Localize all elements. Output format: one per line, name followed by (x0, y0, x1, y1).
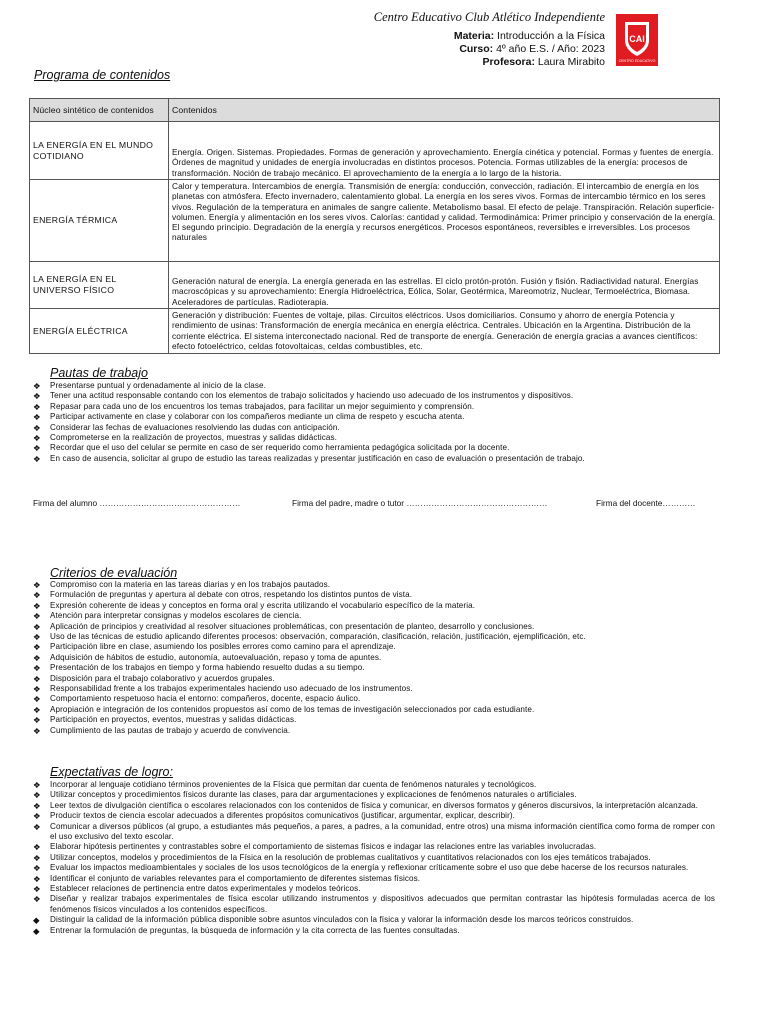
list-item: ❖ Atención para interpretar consignas y modelos escolares de ciencia. (33, 611, 302, 622)
row-contenidos: Calor y temperatura. Intercambios de energía. Transmisión de energía: conducción, convección, radiación. El intercambio de energía en los planetas con atmósfera. Efecto invernadero, calentamiento global. La energía en los seres vivos. Formas de intercambio térmico en los seres vivos. Regulación de la temperatura en animales de sangre caliente. Metabolismo basal. El efecto de pelaje. Transpiración. Relación superficie- volumen. Energía y alimentación en los seres vivos. Calorías: cantidad y calidad. Termodinámica: Primer principio y conservación de la energía. El segundo principio. Degradación de la energía y recursos energéticos. Procesos espontáneos, reversibles e irreversibles. Los procesos naturales (169, 180, 720, 262)
list-item: ❖ Presentación de los trabajos en tiempo y forma habiendo resuelto dudas a su tiempo. (33, 663, 365, 674)
list-item: ❖ Tener una actitud responsable contando con los elementos de trabajo solicitados y haciendo uso adecuado de los instrumentos y dispositivos. (33, 391, 574, 402)
list-item: ❖ Producir textos de ciencia escolar adecuados a diferentes propósitos comunicativos (justificar, argumentar, explicar, describir). (33, 811, 516, 822)
expectativas-title: Expectativas de logro: (50, 765, 173, 779)
list-item: ❖ Cumplimiento de las pautas de trabajo y acuerdo de convivencia. (33, 725, 291, 736)
list-item: ❖ Identificar el conjunto de variables relevantes para el comportamiento de diferentes sistemas físicos. (33, 873, 421, 884)
school-name: Centro Educativo Club Atlético Independiente (373, 10, 605, 24)
profesora-line: Profesora: Laura Mirabito (482, 56, 605, 68)
list-item: ❖ Utilizar conceptos, modelos y procedimientos de la Física en la resolución de problemas cualitativos y cuantitativos relacionados con los ejes temáticos trabajados. (33, 852, 651, 863)
curso-value: 4º año E.S. / Año: 2023 (496, 43, 605, 55)
row-nucleo: ENERGÍA TÉRMICA (30, 180, 169, 262)
programa-title: Programa de contenidos (34, 68, 171, 82)
materia-value: Introducción a la Física (497, 30, 605, 42)
list-item: ❖ Repasar para cada uno de los encuentros los temas trabajados, para facilitar un mejor seguimiento y comprensión. (33, 401, 475, 412)
table-row (30, 180, 720, 262)
list-item: ❖ Participación en proyectos, eventos, muestras y salidas didácticas. (33, 715, 297, 726)
list-item: ❖ Compromiso con la materia en las tareas diarias y en los trabajos pautados. (33, 580, 331, 590)
curso-line: Curso: 4º año E.S. / Año: 2023 (459, 43, 605, 55)
criterios-list (33, 580, 738, 736)
pautas-title: Pautas de trabajo (50, 366, 148, 380)
list-item: ❖ Uso de las técnicas de estudio aplicando diferentes procesos: observación, comparación, clasificación, relación, justificación, ejemplificación, etc. (33, 632, 586, 643)
programa-table (29, 98, 720, 354)
row-contenidos: Generación y distribución: Fuentes de voltaje, pilas. Circuitos eléctricos. Usos domiciliarios. Consumo y ahorro de energía Potencia y rendimiento de usinas: Transformación de energía mecánica en energía eléctrica. Centrales. Ubicación en la Argentina. Distribución de la corriente eléctrica. El sistema interconectado nacional. Red de transporte de energía. Generación de energía gracias a avances científicos: efecto fotoeléctrico, celdas fotovoltaicas, celdas combustibles, etc. (169, 309, 720, 354)
list-item: ❖ Elaborar hipótesis pertinentes y contrastables sobre el comportamiento de sistemas físicos e indagar las relaciones entre las variables involucradas. (33, 842, 597, 853)
list-item: ❖ Considerar las fechas de evaluaciones resolviendo las dudas con anticipación. (33, 422, 340, 433)
list-item: ❖ Presentarse puntual y ordenadamente al inicio de la clase. (33, 381, 266, 391)
list-item: ❖ Disposición para el trabajo colaborativo y acuerdos grupales. (33, 673, 275, 684)
table-row (30, 122, 720, 180)
row-contenidos: Generación natural de energía. La energía generada en las estrellas. El ciclo protón-protón. Fusión y fisión. Radiactividad natural. Energías macroscópicas y su aprovechamiento: Energía Hidroeléctrica, Eólica, Solar, Geotérmica, Mareomotriz, Nuclear, Termoeléctrica, Biomasa. Aceleradores de partículas. Radioterapia. (169, 262, 720, 309)
row-contenidos: Energía. Origen. Sistemas. Propiedades. Formas de generación y aprovechamiento. Energía cinética y potencial. Formas y fuentes de energía. Órdenes de magnitud y unidades de energía involucradas en distintos procesos. Potencia. Formas utilizables de la energía: procesos de transformación. Noción de trabajo mecánico. El aprovechamiento de la energía a lo largo de la historia. (169, 122, 720, 180)
expectativas-list (33, 780, 715, 936)
row-nucleo: LA ENERGÍA EN EL MUNDO COTIDIANO (30, 122, 169, 180)
list-item: ❖ Leer textos de divulgación científica o escolares relacionados con los contenidos de física y comunicar, en diversos formatos y géneros discursivos, la interpretación alcanzada. (33, 800, 698, 811)
list-item: ❖ Responsabilidad frente a los trabajos experimentales haciendo uso adecuado de los instrumentos. (33, 684, 413, 695)
list-item: ❖ Recordar que el uso del celular se permite en caso de ser requerido como herramienta pedagógica solicitada por la docente. (33, 443, 510, 454)
list-item: ❖ Comprometerse en la realización de proyectos, muestras y salidas didácticas. (33, 433, 337, 444)
materia-line: Materia: Introducción a la Física (453, 30, 605, 42)
list-item: ❖ Utilizar conceptos y procedimientos físicos durante las clases, para dar argumentaciones y explicaciones de fenómenos naturales o artificiales. (33, 790, 577, 801)
criterios-title: Criterios de evaluación (50, 566, 178, 580)
list-item: ◆ Entrenar la formulación de preguntas, la búsqueda de información y la cita correcta de las fuentes consultadas. (33, 925, 460, 936)
firma-alumno: Firma del alumno …………………………………………… (33, 498, 241, 508)
list-item: ◆ Distinguir la calidad de la información pública disponible sobre asuntos vinculados con la física y valorar la información desde los marcos teóricos construidos. (33, 915, 634, 926)
svg-text:CAI: CAI (629, 34, 645, 44)
list-item: ❖ Participación libre en clase, asumiendo los posibles errores como camino para el aprendizaje. (33, 642, 396, 653)
col-contenidos-header: Contenidos (169, 99, 720, 122)
row-nucleo: LA ENERGÍA EN EL UNIVERSO FÍSICO (30, 262, 169, 309)
list-item: ❖ Evaluar los impactos medioambientales y sociales de los usos tecnológicos de la energía y reflexionar críticamente sobre el uso que debe hacerse de los recursos naturales. (33, 863, 689, 874)
col-nucleo-header: Núcleo sintético de contenidos (30, 99, 169, 122)
firma-docente: Firma del docente………… (596, 498, 696, 508)
table-row (30, 309, 720, 354)
list-item: ❖ Expresión coherente de ideas y conceptos en forma oral y escrita utilizando el vocabulario específico de la materia. (33, 600, 476, 611)
list-item: ❖ Adquisición de hábitos de estudio, autonomía, autoevaluación, repaso y toma de apuntes. (33, 652, 382, 663)
list-item: ❖ Participar activamente en clase y colaborar con los compañeros mediante un clima de respeto y escucha atenta. (33, 412, 465, 423)
row-nucleo: ENERGÍA ELÉCTRICA (30, 309, 169, 354)
list-item: ❖ Incorporar al lenguaje cotidiano términos provenientes de la Física que permitan dar cuenta de fenómenos naturales y tecnológicos. (33, 780, 537, 790)
table-header-row (30, 99, 720, 122)
list-item: ❖ Formulación de preguntas y apertura al debate con otros, respetando los distintos puntos de vista. (33, 590, 413, 601)
pautas-list (33, 381, 723, 464)
svg-text:CENTRO EDUCATIVO: CENTRO EDUCATIVO (618, 59, 656, 63)
list-item: ❖ Comunicar a diversos públicos (al grupo, a estudiantes más pequeños, a pares, a padres, a la comunidad, entre otros) una misma información científica como forma de romper con el uso exclusivo del texto escolar. (33, 821, 715, 842)
school-logo (616, 14, 658, 66)
list-item: ❖ Diseñar y realizar trabajos experimentales de física escolar utilizando instrumentos y dispositivos adecuados que permitan contrastar las hipótesis formuladas acerca de los fenómenos físicos vinculados a los contenidos específicos. (33, 894, 715, 914)
list-item: ❖ Apropiación e integración de los contenidos propuestos así como de los temas de investigación seleccionados por cada estudiante. (33, 704, 535, 715)
firma-padre: Firma del padre, madre o tutor …………………………………………… (292, 498, 548, 508)
profesora-value: Laura Mirabito (537, 56, 605, 68)
list-item: ❖ Aplicación de principios y creatividad al resolver situaciones problemáticas, con presentación de planteo, desarrollo y conclusiones. (33, 621, 535, 632)
list-item: ❖ Establecer relaciones de pertinencia entre datos experimentales y modelos teóricos. (33, 884, 361, 895)
list-item: ❖ En caso de ausencia, solicitar al grupo de estudio las tareas realizadas y presentar justificación en caso de evaluación o presentación de trabajo. (33, 453, 585, 464)
list-item: ❖ Comportamiento respetuoso hacia el entorno: compañeros, docente, espacio áulico. (33, 694, 361, 705)
table-row (30, 262, 720, 309)
